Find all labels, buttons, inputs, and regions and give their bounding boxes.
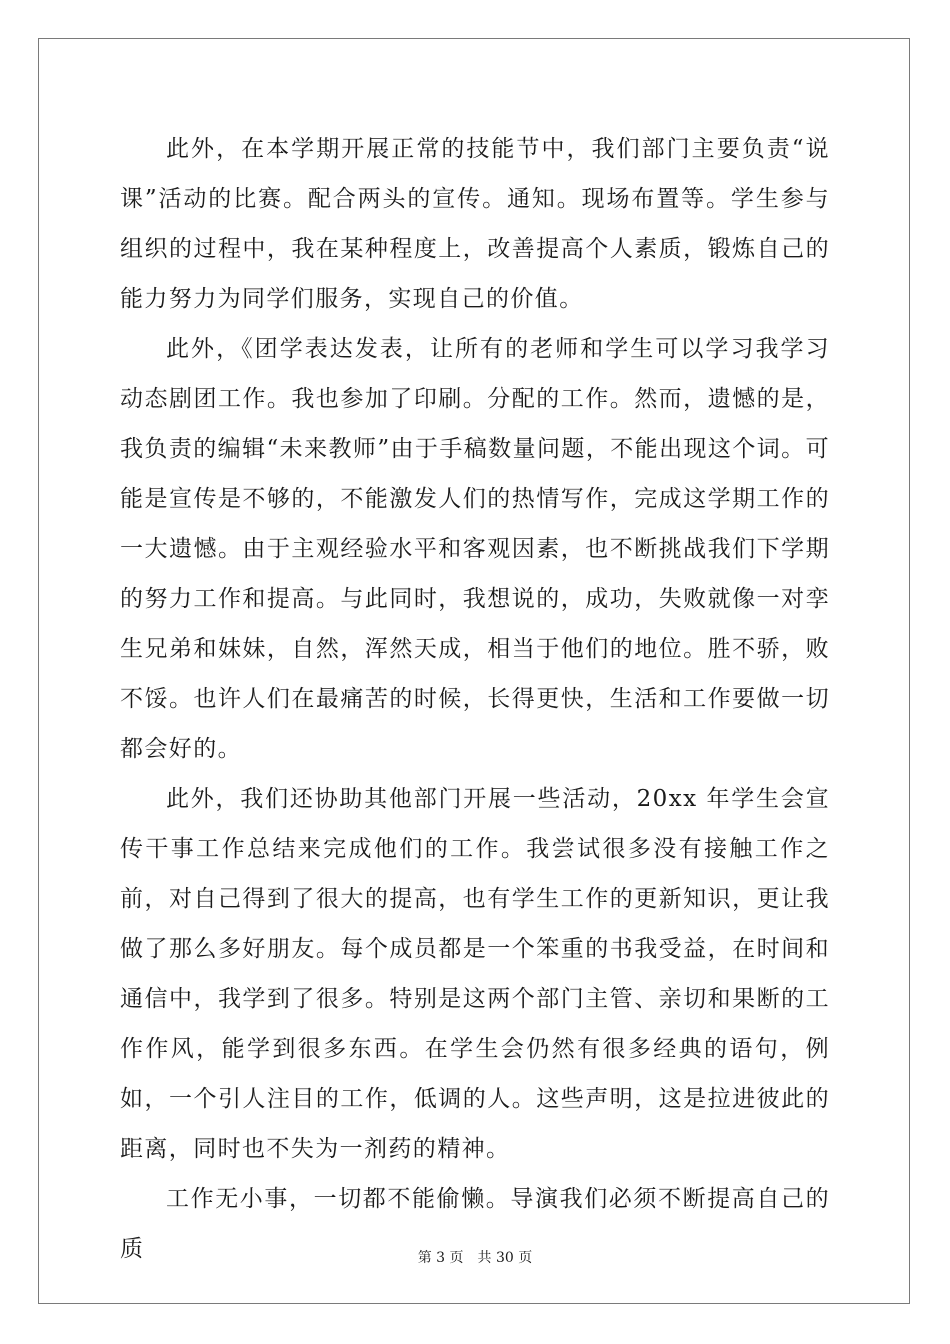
paragraph-3: 此外，我们还协助其他部门开展一些活动，20xx 年学生会宣传干事工作总结来完成他们的工作。我尝试很多没有接触工作之前，对自己得到了很大的提高，也有学生工作的更新知识，更让我做了那么多好朋友。每个成员都是一个笨重的书我受益，在时间和通信中，我学到了很多。特别是这两个部门主管、亲切和果断的工作作风，能学到很多东西。在学生会仍然有很多经典的语句，例如，一个引人注目的工作，低调的人。这些声明，这是拉进彼此的距离，同时也不失为一剂药的精神。	[120, 786, 830, 1162]
page-footer	[0, 1247, 950, 1267]
page-number-current: 第 3 页	[417, 1250, 464, 1266]
page-number-total: 共 30 页	[477, 1250, 533, 1266]
paragraph-2: 此外，《团学表达发表，让所有的老师和学生可以学习我学习动态剧团工作。我也参加了印刷。分配的工作。然而，遗憾的是，我负责的编辑“未来教师”由于手稿数量问题，不能出现这个词。可能是宣传是不够的，不能激发人们的热情写作，完成这学期工作的一大遗憾。由于主观经验水平和客观因素，也不断挑战我们下学期的努力工作和提高。与此同时，我想说的，成功，失败就像一对孪生兄弟和妹妹，自然，浑然天成，相当于他们的地位。胜不骄，败不馁。也许人们在最痛苦的时候，长得更快，生活和工作要做一切都会好的。	[120, 336, 830, 762]
document-body	[120, 124, 830, 1274]
paragraph-1: 此外，在本学期开展正常的技能节中，我们部门主要负责“说课”活动的比赛。配合两头的宣传。通知。现场布置等。学生参与组织的过程中，我在某种程度上，改善提高个人素质，锻炼自己的能力努力为同学们服务，实现自己的价值。	[120, 136, 830, 312]
paragraph-4: 工作无小事，一切都不能偷懒。导演我们必须不断提高自己的质	[120, 1186, 830, 1262]
